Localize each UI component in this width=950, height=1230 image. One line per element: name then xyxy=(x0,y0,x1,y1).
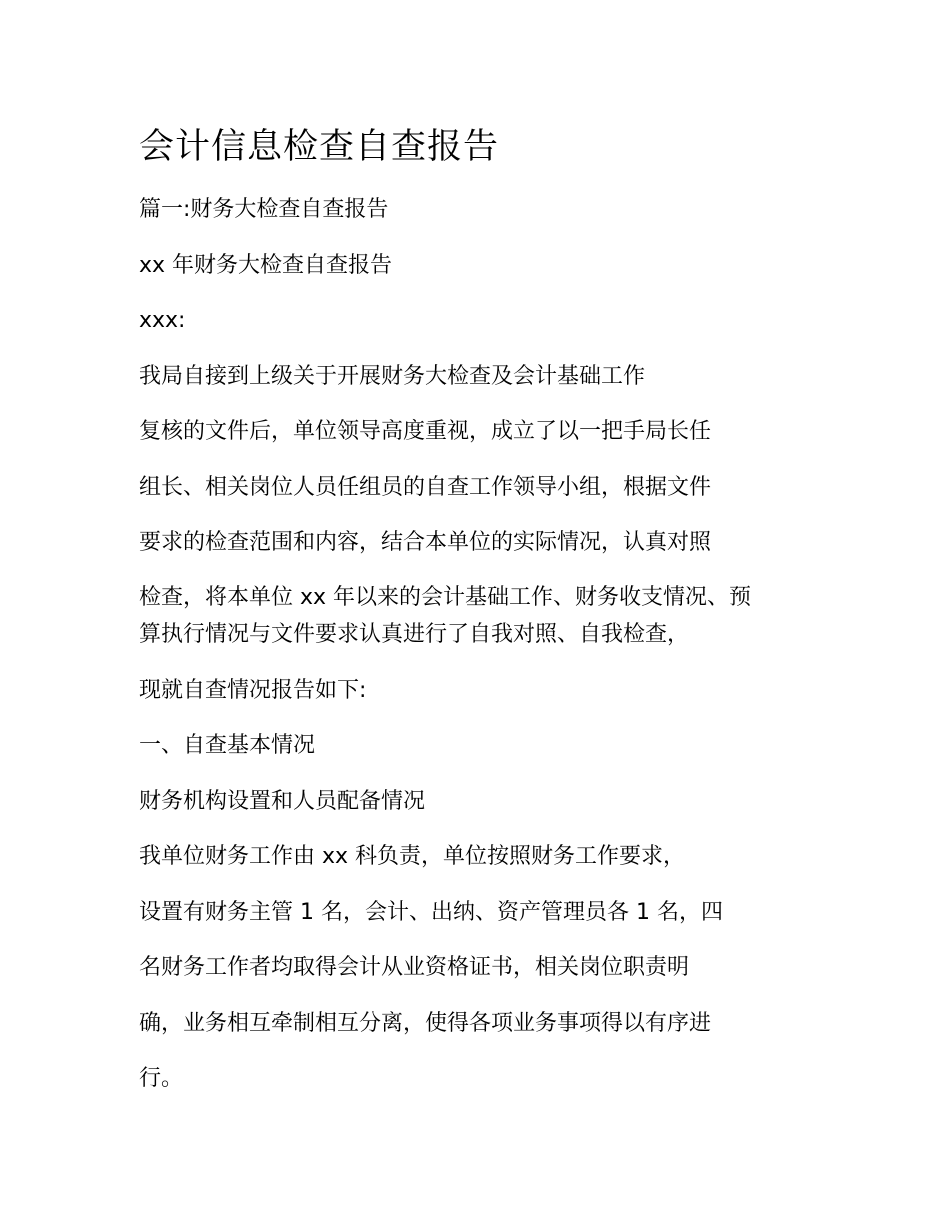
paragraph-line: 设置有财务主管 1 名，会计、出纳、资产管理员各 1 名，四 xyxy=(139,900,723,925)
document-title: 会计信息检查自查报告 xyxy=(139,127,500,167)
subsection-heading: 财务机构设置和人员配备情况 xyxy=(139,789,426,814)
paragraph-line: 行。 xyxy=(139,1066,184,1091)
paragraph-line: 检查，将本单位 xx 年以来的会计基础工作、财务收支情况、预 xyxy=(139,585,752,610)
paragraph-line: 组长、相关岗位人员任组员的自查工作领导小组，根据文件 xyxy=(139,475,712,500)
paragraph-line: 现就自查情况报告如下: xyxy=(139,678,367,703)
paragraph-line: 我局自接到上级关于开展财务大检查及会计基础工作 xyxy=(139,364,646,389)
paragraph-line: 名财务工作者均取得会计从业资格证书，相关岗位职责明 xyxy=(139,955,690,980)
paragraph-line: 我单位财务工作由 xx 科负责，单位按照财务工作要求， xyxy=(139,844,686,869)
salutation: xxx: xyxy=(139,308,186,333)
paragraph-line: 复核的文件后，单位领导高度重视，成立了以一把手局长任 xyxy=(139,419,712,444)
report-subtitle: xx 年财务大检查自查报告 xyxy=(139,253,393,278)
section-heading: 一、自查基本情况 xyxy=(139,733,316,758)
paragraph-line: 要求的检查范围和内容，结合本单位的实际情况，认真对照 xyxy=(139,530,712,555)
paragraph-line: 算执行情况与文件要求认真进行了自我对照、自我检查， xyxy=(139,622,690,647)
paragraph-line: 确，业务相互牵制相互分离，使得各项业务事项得以有序进 xyxy=(139,1011,712,1036)
section-heading: 篇一:财务大检查自查报告 xyxy=(139,197,389,222)
